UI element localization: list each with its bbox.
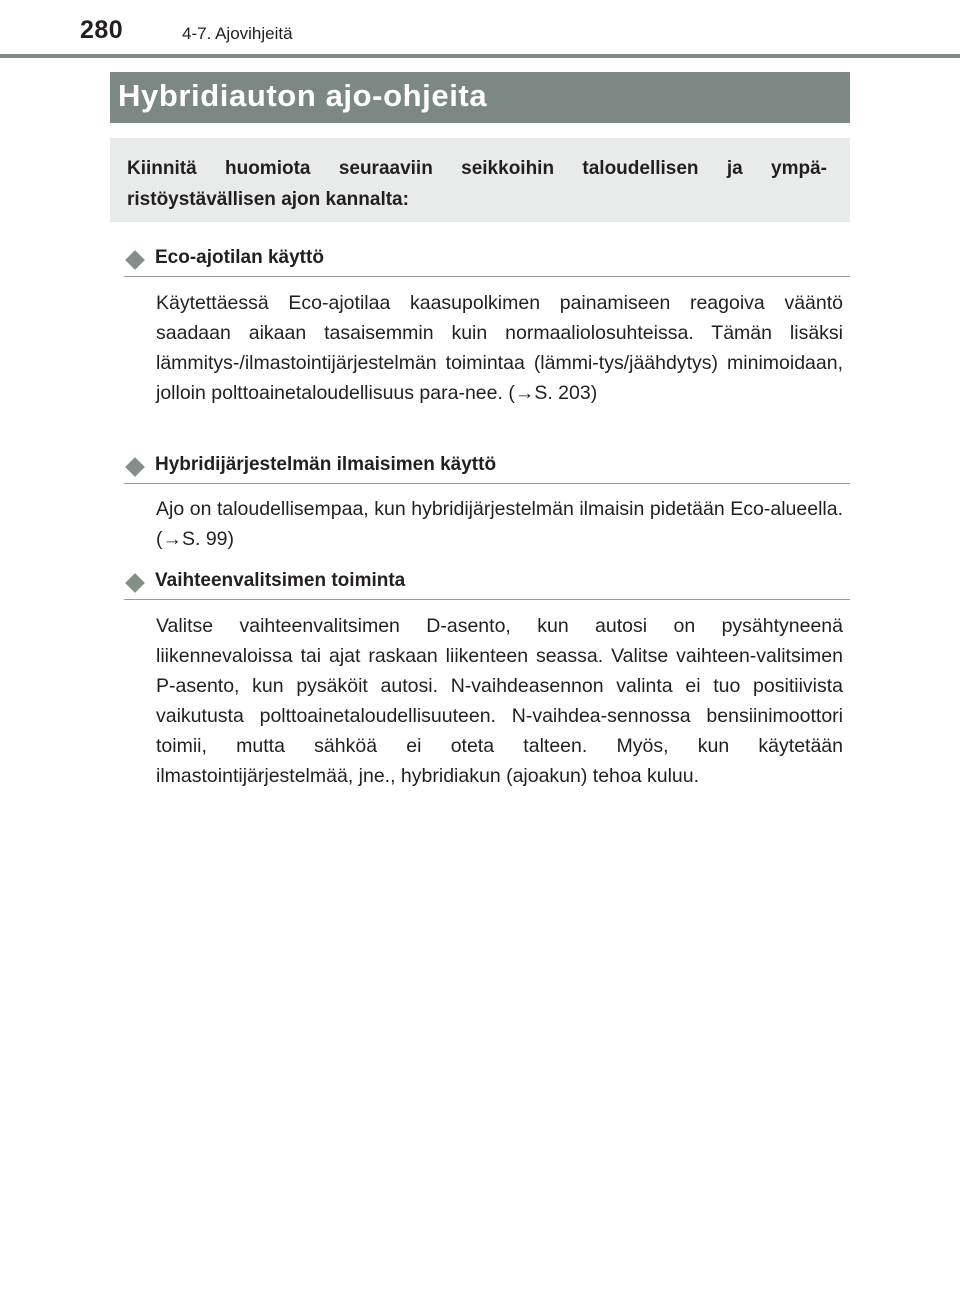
page-number: 280 xyxy=(80,16,124,44)
diamond-bullet-icon xyxy=(125,457,145,477)
page-title: Hybridiauton ajo-ohjeita xyxy=(118,78,488,113)
subheading-eco-mode xyxy=(124,242,850,277)
subheading-text: Eco-ajotilan käyttö xyxy=(155,247,324,268)
subheading-text: Vaihteenvalitsimen toiminta xyxy=(155,570,406,591)
paragraph-shift-lever: Valitse vaihteenvalitsimen D-asento, kun autosi on pysähtyneenä liikennevaloissa tai ajat raskaan liikenteen seassa. Valitse vaihteen-valitsimen P-asento, kun pysäköit autosi. N-vaihdeasennon valinta ei tuo positiivista vaikutusta polttoainetaloudellisuuteen. N-vaihdea-sennossa bensiinimoottori toimii, mutta sähköä ei oteta talteen. Myös, kun käytetään ilmastointijärjestelmää, jne., hybridiakun (ajoakun) tehoa kuluu. xyxy=(156,615,843,787)
section-label: 4-7. Ajovihjeitä xyxy=(182,24,293,43)
diamond-bullet-icon xyxy=(125,573,145,593)
subheading-hybrid-indicator xyxy=(124,449,850,484)
page-header xyxy=(0,0,960,58)
header-rule xyxy=(0,54,960,58)
paragraph-eco-mode: Käytettäessä Eco-ajotilaa kaasupolkimen painamiseen reagoiva vääntö saadaan aikaan tasaisemmin kuin normaaliolosuhteissa. Tämän lisäksi lämmitys-/ilmastointijärjestelmän toimintaa (lämmi-tys/jäähdytys) minimoidaan, jolloin polttoainetaloudellisuus para-nee. (→S. 203) xyxy=(156,292,843,404)
paragraph-hybrid-indicator: Ajo on taloudellisempaa, kun hybridijärjestelmän ilmaisin pidetään Eco-alueella. (→S. 99) xyxy=(156,498,843,550)
subheading-shift-lever xyxy=(124,565,850,600)
intro-box xyxy=(110,138,850,222)
diamond-bullet-icon xyxy=(125,250,145,270)
intro-text: Kiinnitä huomiota seuraaviin seikkoihin taloudellisen ja ympä-ristöystävällisen ajon kannalta: xyxy=(127,158,827,210)
subheading-text: Hybridijärjestelmän ilmaisimen käyttö xyxy=(155,454,497,475)
title-bar xyxy=(110,72,850,123)
